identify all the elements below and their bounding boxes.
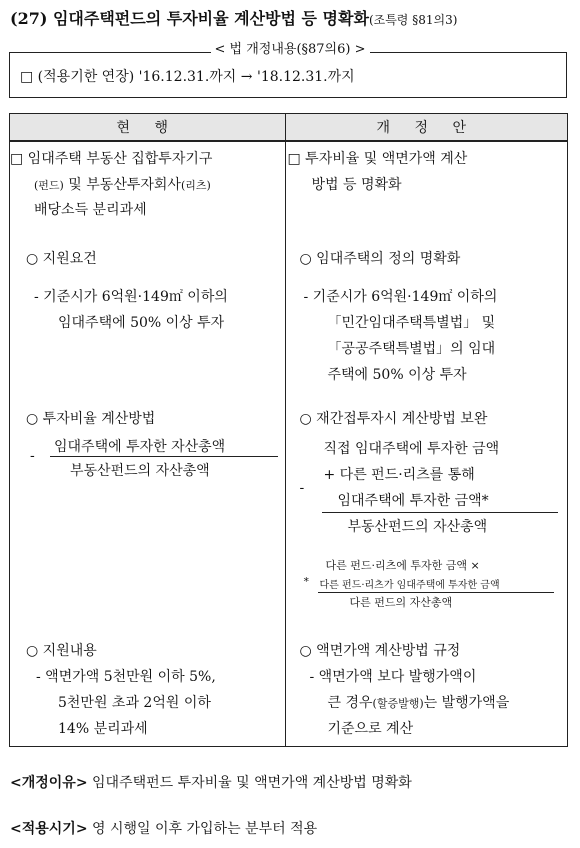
proposed-definition-line3: 「공공주택특별법」의 임대	[327, 341, 496, 357]
current-column	[10, 141, 286, 747]
proposed-fraction-dash: -	[299, 480, 305, 496]
current-support-content-line1: - 액면가액 5천만원 이하 5%,	[36, 669, 216, 685]
amendment-box-text: □ (적용기한 연장) '16.12.31.까지 → '18.12.31.까지	[20, 69, 355, 85]
proposed-fraction-numerator-line3: 임대주택에 투자한 금액*	[337, 493, 489, 509]
proposed-fraction-numerator-line2: + 다른 펀드·리츠를 통해	[323, 467, 475, 483]
proposed-face-value-line1: - 액면가액 보다 발행가액이	[309, 669, 477, 685]
proposed-note-numerator-line1: 다른 펀드·리츠에 투자한 금액 ×	[325, 559, 480, 572]
proposed-intro-line2: 방법 등 명확화	[311, 177, 402, 193]
proposed-fraction-numerator-line1: 직접 임대주택에 투자한 금액	[323, 441, 500, 457]
proposed-face-value-title: ○ 액면가액 계산방법 규정	[299, 643, 461, 659]
reason-label: <개정이유>	[10, 775, 88, 791]
effective-text: 영 시행일 이후 가입하는 분부터 적용	[92, 821, 318, 837]
header-proposed: 개 정 안	[285, 114, 568, 142]
amendment-reason	[10, 772, 412, 792]
effective-date	[10, 818, 317, 838]
proposed-note-asterisk: *	[303, 575, 309, 588]
proposed-note-denominator: 다른 펀드의 자산총액	[349, 596, 453, 609]
proposed-note-bar	[318, 592, 554, 593]
proposed-fraction-bar	[322, 512, 558, 513]
reason-text: 임대주택펀드 투자비율 및 액면가액 계산방법 명확화	[92, 775, 412, 791]
comparison-header-row	[10, 114, 568, 142]
current-intro-line3: 배당소득 분리과세	[34, 202, 147, 218]
title-text: (27) 임대주택펀드의 투자비율 계산방법 등 명확화	[10, 9, 369, 28]
current-support-requirements-title: ○ 지원요건	[26, 251, 97, 267]
current-fraction-denominator: 부동산펀드의 자산총액	[70, 463, 210, 479]
comparison-table	[9, 113, 568, 747]
proposed-definition-title: ○ 임대주택의 정의 명확화	[299, 251, 461, 267]
current-support-content-line2: 5천만원 초과 2억원 이하	[58, 695, 211, 711]
proposed-definition-line4: 주택에 50% 이상 투자	[327, 367, 467, 383]
title-reference: (조특령 §81의3)	[368, 13, 458, 27]
current-intro-line2: (펀드) 및 부동산투자회사(리츠)	[34, 177, 211, 193]
current-fraction-bar	[50, 456, 278, 457]
current-ratio-method-title: ○ 투자비율 계산방법	[26, 411, 156, 427]
current-fraction-numerator: 임대주택에 투자한 자산총액	[54, 439, 226, 455]
proposed-column	[285, 141, 568, 747]
document-title	[10, 6, 457, 29]
proposed-definition-line1: - 기준시가 6억원·149㎡ 이하의	[303, 289, 498, 305]
proposed-intro-line1: □ 투자비율 및 액면가액 계산	[287, 151, 468, 167]
current-intro-line1: □ 임대주택 부동산 집합투자기구	[10, 151, 213, 167]
proposed-face-value-line3: 기준으로 계산	[327, 721, 414, 737]
current-support-requirements-line1: - 기준시가 6억원·149㎡ 이하의	[34, 289, 228, 305]
effective-label: <적용시기>	[10, 821, 88, 837]
current-support-requirements-line2: 임대주택에 50% 이상 투자	[58, 315, 225, 331]
amendment-box-label: < 법 개정내용(§87의6) >	[0, 38, 580, 57]
proposed-fraction-denominator: 부동산펀드의 자산총액	[347, 519, 488, 535]
current-support-content-line3: 14% 분리과세	[58, 721, 148, 737]
proposed-note-numerator-line2: 다른 펀드·리츠가 임대주택에 투자한 금액	[319, 580, 500, 591]
current-fraction-dash: -	[30, 448, 35, 464]
proposed-face-value-line2: 큰 경우(할증발행)는 발행가액을	[327, 695, 510, 711]
header-current: 현 행	[10, 114, 286, 142]
comparison-body-row	[10, 141, 568, 747]
proposed-indirect-method-title: ○ 재간접투자시 계산방법 보완	[299, 411, 488, 427]
current-support-content-title: ○ 지원내용	[26, 643, 97, 659]
proposed-definition-line2: 「민간임대주택특별법」 및	[327, 315, 496, 331]
